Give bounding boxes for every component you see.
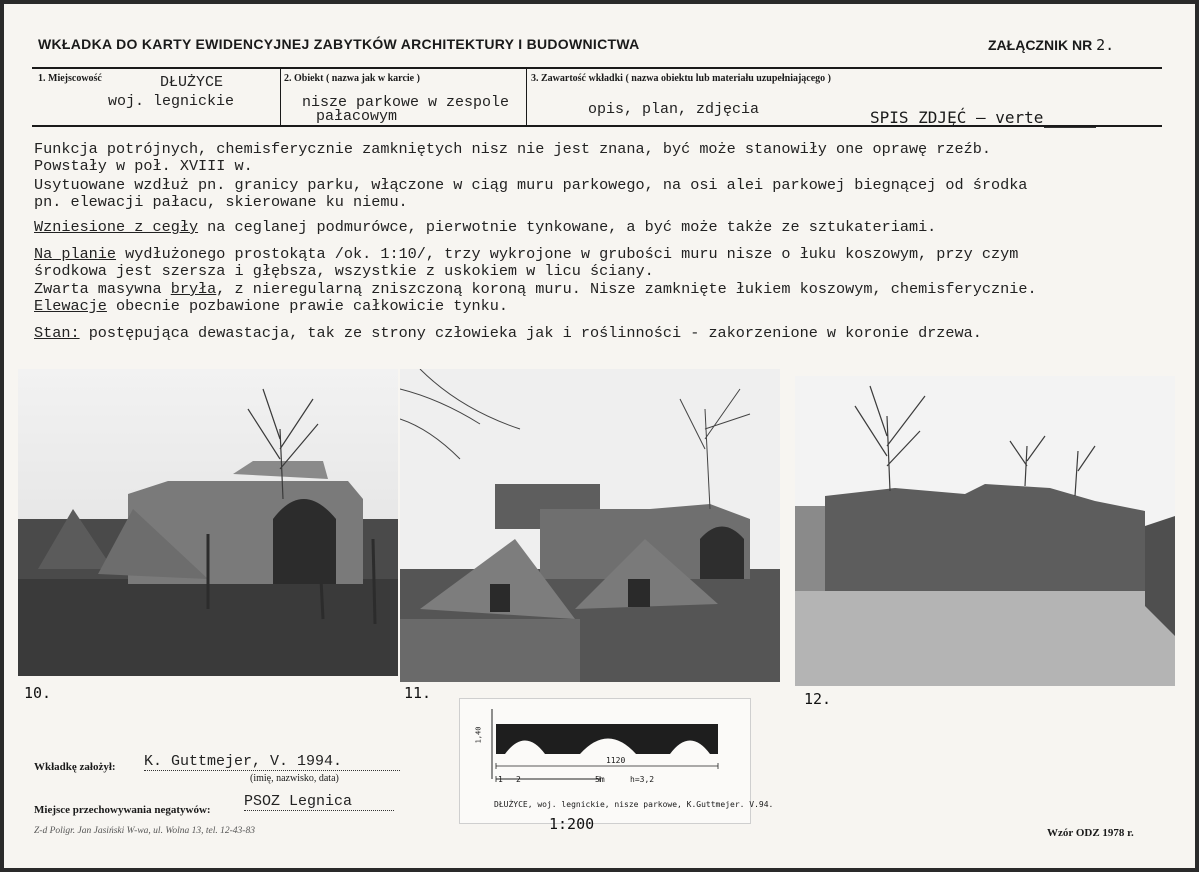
field-divider-1 xyxy=(280,68,281,126)
desc-state-line xyxy=(34,325,982,343)
photo-12-number: 12. xyxy=(804,690,832,708)
field-top-rule xyxy=(32,67,1162,69)
field-3-value: opis, plan, zdjęcia xyxy=(588,101,760,118)
desc-mass-line xyxy=(34,281,1037,299)
card-title: WKŁADKA DO KARTY EWIDENCYJNEJ ZABYTKÓW ARCHITEKTURY I BUDOWNICTWA xyxy=(38,36,640,52)
desc-material-text: na ceglanej podmurówce, pierwotnie tynkowane, a być może także ze sztukateriami. xyxy=(198,218,937,236)
field-1-num: 1. xyxy=(38,73,46,84)
field-2-note: ( nazwa jak w karcie ) xyxy=(325,73,420,84)
desc-elevation-heading: Elewacje xyxy=(34,297,107,315)
annex-label-text: ZAŁĄCZNIK NR xyxy=(988,37,1093,53)
printer-info: Z-d Poligr. Jan Jasiński W-wa, ul. Wolna 13, tel. 12-43-83 xyxy=(34,826,255,836)
desc-mass-text-a: Zwarta masywna xyxy=(34,280,171,298)
field-1-label-text: Miejscowość xyxy=(48,73,102,84)
plan-caption: DŁUŻYCE, woj. legnickie, nisze parkowe, K.Guttmejer. V.94. xyxy=(494,800,774,809)
inventory-card xyxy=(4,4,1195,868)
field-2-value-line1: nisze parkowe w zespole xyxy=(302,94,510,111)
field-3-note: ( nazwa obiektu lub materiału uzupełniającego ) xyxy=(625,73,832,84)
desc-elevation-text: obecnie pozbawione prawie całkowicie tynku. xyxy=(106,297,508,315)
desc-state-text: postępująca dewastacja, tak ze strony człowieka jak i roślinności - zakorzenione w koronie drzewa. xyxy=(79,324,982,342)
plan-scale-tick-2: 2 xyxy=(516,775,521,784)
desc-plan-text: wydłużonego prostokąta /ok. 1:10/, trzy wykrojone w grubości muru nisze o łuku koszowym, przy czym xyxy=(116,245,1019,263)
desc-material-line xyxy=(34,219,936,237)
plan-total-dim: 1120 xyxy=(606,756,626,765)
desc-plan-heading: Na planie xyxy=(34,245,117,263)
field-1-value-voivodeship: woj. legnickie xyxy=(108,93,235,110)
field-divider-2 xyxy=(526,68,527,126)
author-label: Wkładkę założył: xyxy=(34,761,116,773)
plan-scale-tick-1: 1 xyxy=(498,775,503,784)
photo-10-number: 10. xyxy=(24,684,52,702)
photo-11 xyxy=(400,369,780,682)
photo-12 xyxy=(795,376,1175,686)
field-3-label-text: Zawartość wkładki xyxy=(541,73,623,84)
desc-plan-line xyxy=(34,246,1018,264)
author-value: K. Guttmejer, V. 1994. xyxy=(144,753,400,771)
form-number: Wzór ODZ 1978 r. xyxy=(1047,827,1134,839)
desc-elevation-line xyxy=(34,298,508,316)
storage-value: PSOZ Legnica xyxy=(244,793,394,811)
photo-11-number: 11. xyxy=(404,684,432,702)
field-1-value-place: DŁUŻYCE xyxy=(160,74,224,91)
annex-number: 2. xyxy=(1096,36,1115,54)
desc-mass-text-b: , z nieregularną zniszczoną koroną muru. Nisze zamknięte łukiem koszowym, chemisferycznie. xyxy=(216,280,1037,298)
photo-10 xyxy=(18,369,398,676)
plan-drawing xyxy=(459,698,774,824)
desc-line-1: Funkcja potrójnych, chemisferycznie zamkniętych nisz nie jest znana, być może stanowiły one oprawę rzeźb. xyxy=(34,140,991,158)
desc-material-heading: Wzniesione z cegły xyxy=(34,218,199,236)
field-3-label xyxy=(531,73,831,84)
field-2-value-line2: pałacowym xyxy=(316,108,398,125)
desc-state-heading: Stan: xyxy=(34,324,80,342)
plan-scale-tick-5: 5m xyxy=(595,775,605,784)
field-3-handwritten-note: SPIS ZDJĘĆ – verte xyxy=(870,108,1044,127)
plan-scale: 1:200 xyxy=(549,815,595,833)
annex-label xyxy=(988,36,1114,54)
field-2-label xyxy=(284,73,420,84)
field-2-num: 2. xyxy=(284,73,292,84)
field-3-num: 3. xyxy=(531,73,539,84)
desc-line-2: Powstały w poł. XVIII w. xyxy=(34,157,253,175)
desc-plan-line-2: środkowa jest szersza i głębsza, wszystkie z uskokiem w licu ściany. xyxy=(34,262,654,280)
author-note: (imię, nazwisko, data) xyxy=(250,773,339,784)
plan-height-label: h=3,2 xyxy=(630,775,655,784)
field-2-label-text: Obiekt xyxy=(294,73,324,84)
field-1-label xyxy=(38,73,102,84)
storage-label: Miejsce przechowywania negatywów: xyxy=(34,804,211,816)
desc-line-3: Usytuowane wzdłuż pn. granicy parku, włączone w ciąg muru parkowego, na osi alei parkowej biegnącej od środka xyxy=(34,176,1028,194)
plan-svg xyxy=(460,699,750,795)
desc-line-4: pn. elewacji pałacu, skierowane ku niemu. xyxy=(34,193,408,211)
handwritten-underline xyxy=(1044,127,1096,128)
plan-height-dim: 1,40 xyxy=(474,726,483,744)
desc-mass-heading: bryła xyxy=(170,280,217,298)
